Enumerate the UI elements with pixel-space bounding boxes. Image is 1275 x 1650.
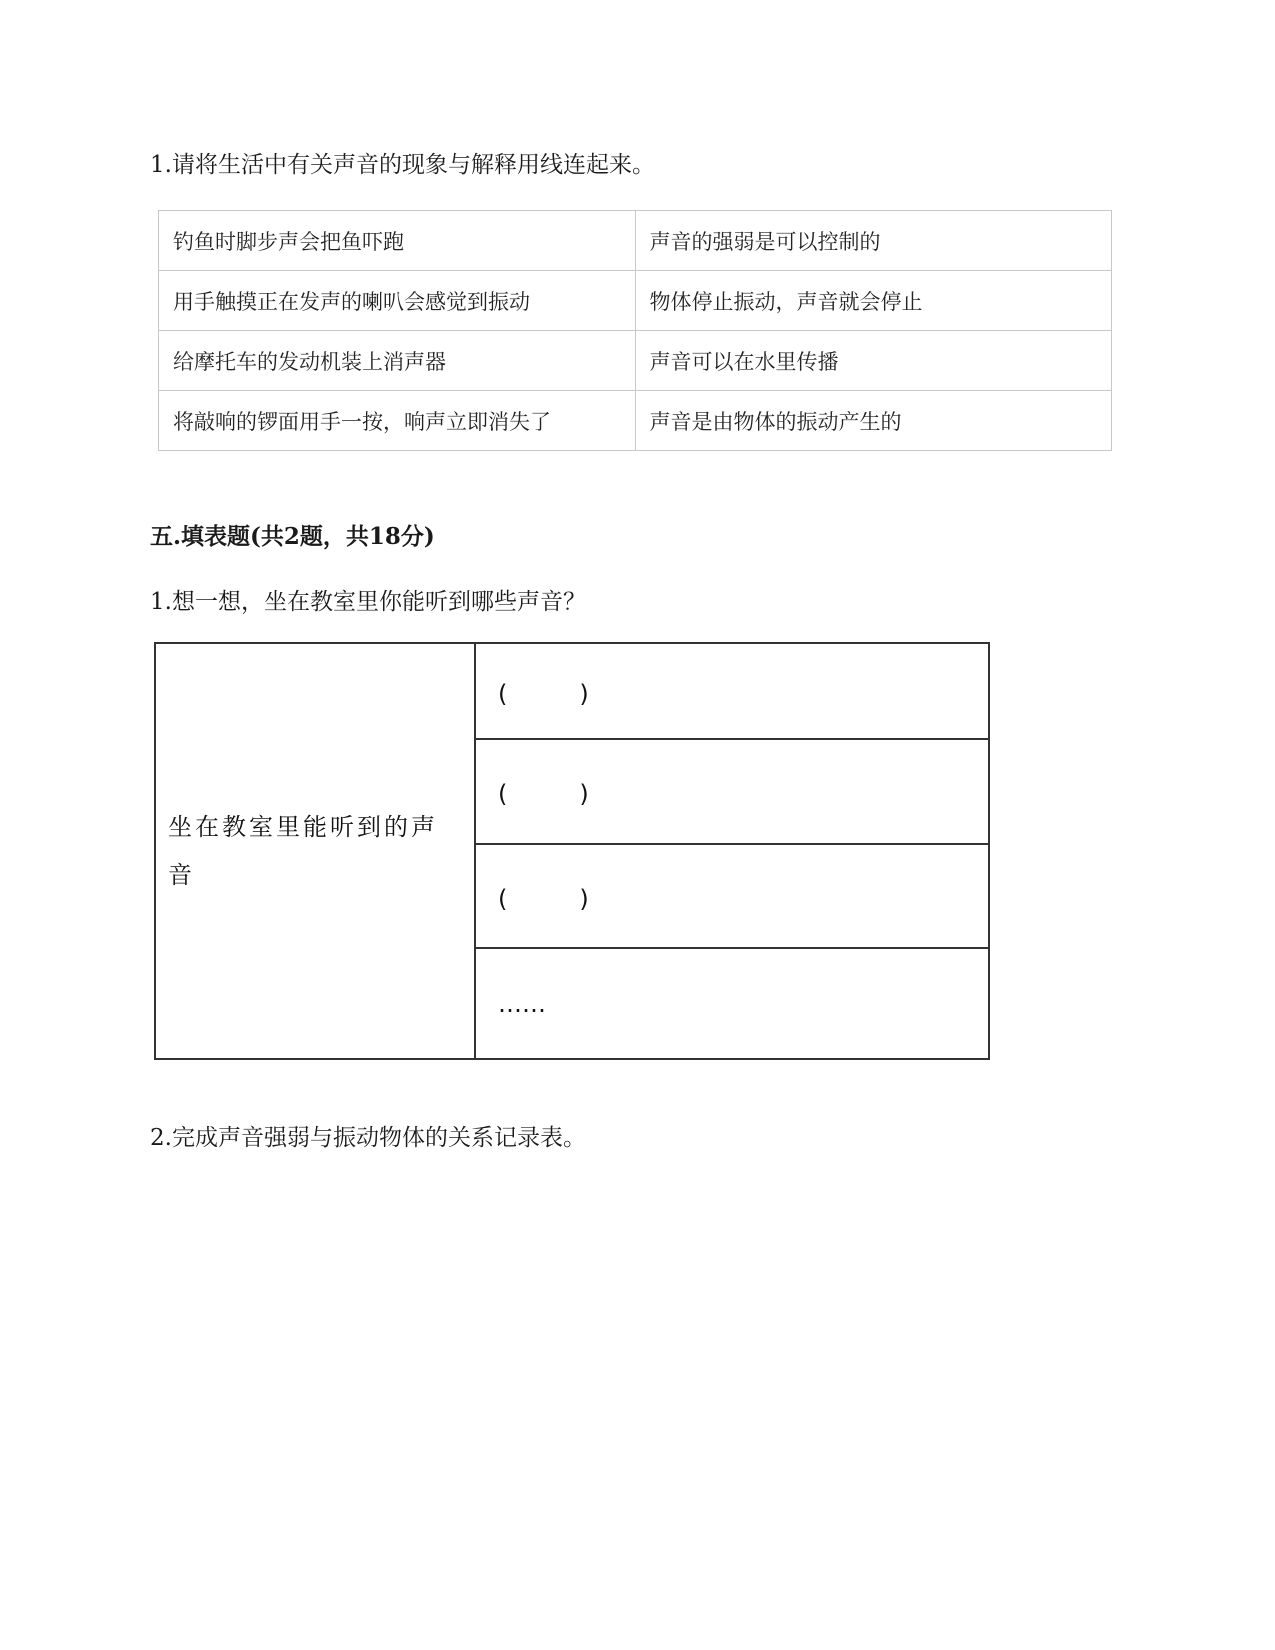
explanation-cell: 声音是由物体的振动产生的 [635, 391, 1112, 451]
table-row [159, 391, 1112, 451]
question-3-text: 2.完成声音强弱与振动物体的关系记录表。 [150, 1125, 586, 1151]
phenomenon-cell: 给摩托车的发动机装上消声器 [159, 331, 636, 391]
table-row [159, 271, 1112, 331]
fill-in-table [154, 642, 990, 1060]
answer-blank-cell[interactable] [475, 739, 989, 844]
explanation-cell: 声音的强弱是可以控制的 [635, 211, 1112, 271]
question-1-text: 1.请将生活中有关声音的现象与解释用线连起来。 [150, 152, 655, 178]
table-row [155, 643, 989, 739]
phenomenon-cell: 用手触摸正在发声的喇叭会感觉到振动 [159, 271, 636, 331]
ellipsis-cell [475, 948, 989, 1059]
ellipsis-text: …… [498, 989, 546, 1018]
question-2-text: 1.想一想，坐在教室里你能听到哪些声音？ [150, 589, 586, 615]
explanation-cell: 物体停止振动，声音就会停止 [635, 271, 1112, 331]
section-title: 五.填表题(共2题，共18分) [150, 523, 435, 550]
answer-blank[interactable]: ( ) [498, 780, 589, 809]
answer-blank[interactable]: ( ) [498, 679, 589, 708]
explanation-cell: 声音可以在水里传播 [635, 331, 1112, 391]
phenomenon-cell: 钓鱼时脚步声会把鱼吓跑 [159, 211, 636, 271]
answer-blank-cell[interactable] [475, 643, 989, 739]
answer-blank-cell[interactable] [475, 844, 989, 949]
phenomenon-cell: 将敲响的锣面用手一按，响声立即消失了 [159, 391, 636, 451]
table-row [159, 331, 1112, 391]
table-row [159, 211, 1112, 271]
answer-blank[interactable]: ( ) [498, 884, 589, 913]
matching-table [158, 210, 1112, 451]
row-label-cell: 坐在教室里能听到的声音 [155, 643, 475, 1059]
